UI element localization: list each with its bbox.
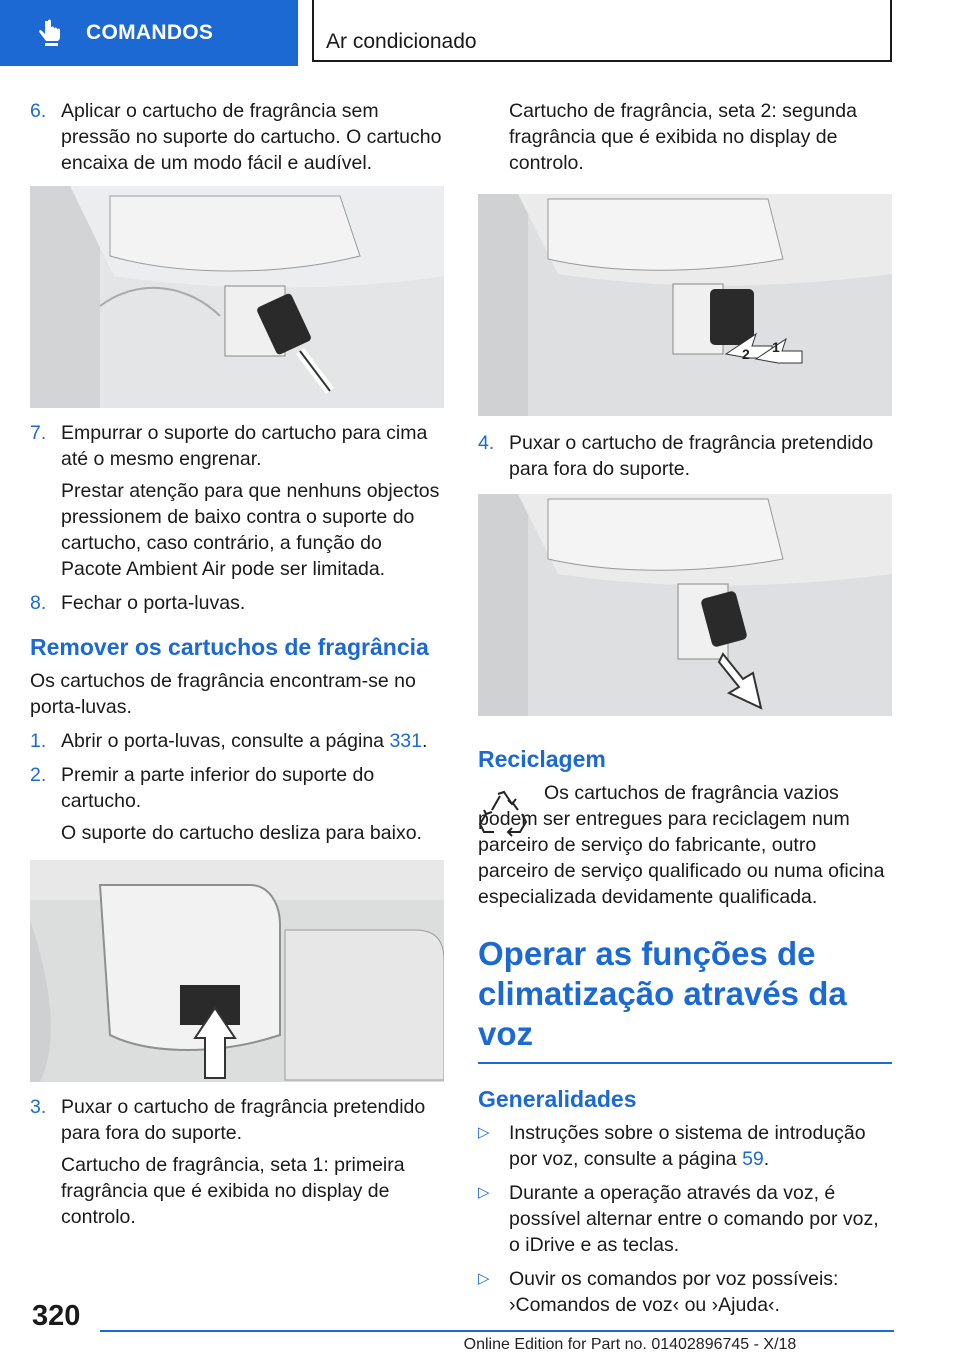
step-text: Puxar o cartucho de fragrância pretendido para fora do suporte. <box>61 1096 426 1144</box>
step-text: Puxar o cartucho de fragrância pretendido para fora do suporte. <box>509 432 874 480</box>
bullet-1 <box>478 1120 892 1172</box>
page-link-331[interactable]: 331 <box>389 730 422 752</box>
photo-cartridge-pull <box>478 494 892 716</box>
chapter-title: Ar condicionado <box>326 30 477 53</box>
bullet-3 <box>478 1266 892 1318</box>
chapter-title-box <box>312 0 892 62</box>
remove-step-1 <box>30 728 444 754</box>
step-subtext: Prestar atenção para que nenhuns objectos pressionem de baixo contra o suporte do cartucho, caso contrário, a função do Pacote Ambient Air pode ser limitada. <box>61 480 440 580</box>
left-column <box>30 98 444 1238</box>
section-heading-remove: Remover os cartuchos de fragrância <box>30 634 429 660</box>
hand-pointer-icon <box>34 18 64 48</box>
right-column <box>478 98 892 1326</box>
photo-cartridge-arrows <box>478 194 892 416</box>
remove-step-3 <box>30 1094 444 1230</box>
bullet-2 <box>478 1180 892 1258</box>
photo-holder-push <box>30 860 444 1082</box>
remove-step-4 <box>478 430 892 482</box>
footer-rule <box>100 1330 894 1332</box>
step-number: 1. <box>30 730 47 752</box>
section-label: COMANDOS <box>86 21 214 44</box>
step-6 <box>30 98 444 176</box>
page-link-59[interactable]: 59 <box>742 1148 764 1170</box>
section-heading-recycle: Reciclagem <box>478 746 606 772</box>
page-number: 320 <box>32 1300 81 1332</box>
arrow-label-2: 2 <box>742 346 750 362</box>
footer-edition <box>0 1336 960 1354</box>
step-text: Empurrar o suporte do cartucho para cima até o mesmo engrenar. <box>61 422 428 470</box>
section-tab[interactable] <box>0 0 298 66</box>
heading-rule <box>478 1062 892 1064</box>
chapter-heading-voice: Operar as funções de climatização através da voz <box>478 935 847 1052</box>
bullet-triangle-icon: ▷ <box>478 1270 490 1287</box>
bullet-text: Ouvir os comandos por voz possíveis: ›Comandos de voz‹ ou ›Ajuda‹. <box>509 1268 839 1316</box>
edition-text: Online Edition for Part no. 01402896745 - X/18 <box>463 1336 797 1353</box>
step-number: 2. <box>30 764 47 786</box>
arrow-label-1: 1 <box>772 339 780 355</box>
bullet-text: Durante a operação através da voz, é possível alternar entre o comando por voz, o iDrive e as teclas. <box>509 1182 879 1256</box>
recycle-icon <box>478 788 530 840</box>
photo-cartridge-insert <box>30 186 444 408</box>
step-text: Premir a parte inferior do suporte do cartucho. <box>61 764 375 812</box>
step-text: Abrir o porta-luvas, consulte a página <box>61 730 390 752</box>
step-number: 8. <box>30 592 47 614</box>
step-7 <box>30 420 444 582</box>
step-number: 7. <box>30 422 47 444</box>
step-3-continued: Cartucho de fragrância, seta 2: segunda fragrância que é exibida no display de controlo. <box>509 100 857 174</box>
step-text-end: . <box>421 730 428 752</box>
page-header <box>0 0 960 66</box>
bullet-text: Instruções sobre o sistema de introdução por voz, consulte a página <box>509 1122 866 1170</box>
bullet-triangle-icon: ▷ <box>478 1124 490 1141</box>
step-number: 3. <box>30 1096 47 1118</box>
step-subtext: O suporte do cartucho desliza para baixo. <box>61 822 422 844</box>
step-number: 4. <box>478 432 495 454</box>
bullet-triangle-icon: ▷ <box>478 1184 490 1201</box>
step-text: Fechar o porta-luvas. <box>61 592 246 614</box>
bullet-text-end: . <box>763 1148 770 1170</box>
remove-step-2 <box>30 762 444 846</box>
step-subtext: Cartucho de fragrância, seta 1: primeira fragrância que é exibida no display de controlo. <box>61 1154 405 1228</box>
step-number: 6. <box>30 100 47 122</box>
step-text: Aplicar o cartucho de fragrância sem pressão no suporte do cartucho. O cartucho encaixa de um modo fácil e audível. <box>61 100 442 174</box>
remove-intro: Os cartuchos de fragrância encontram-se no porta-luvas. <box>30 670 416 718</box>
recycle-note <box>478 780 892 910</box>
step-8 <box>30 590 444 616</box>
section-heading-general: Generalidades <box>478 1086 637 1112</box>
recycle-text: Os cartuchos de fragrância vazios podem ser entregues para reciclagem num parceiro de serviço do fabricante, outro parceiro de serviço qualificado ou numa oficina especializada devidamente qualificada. <box>478 782 885 908</box>
